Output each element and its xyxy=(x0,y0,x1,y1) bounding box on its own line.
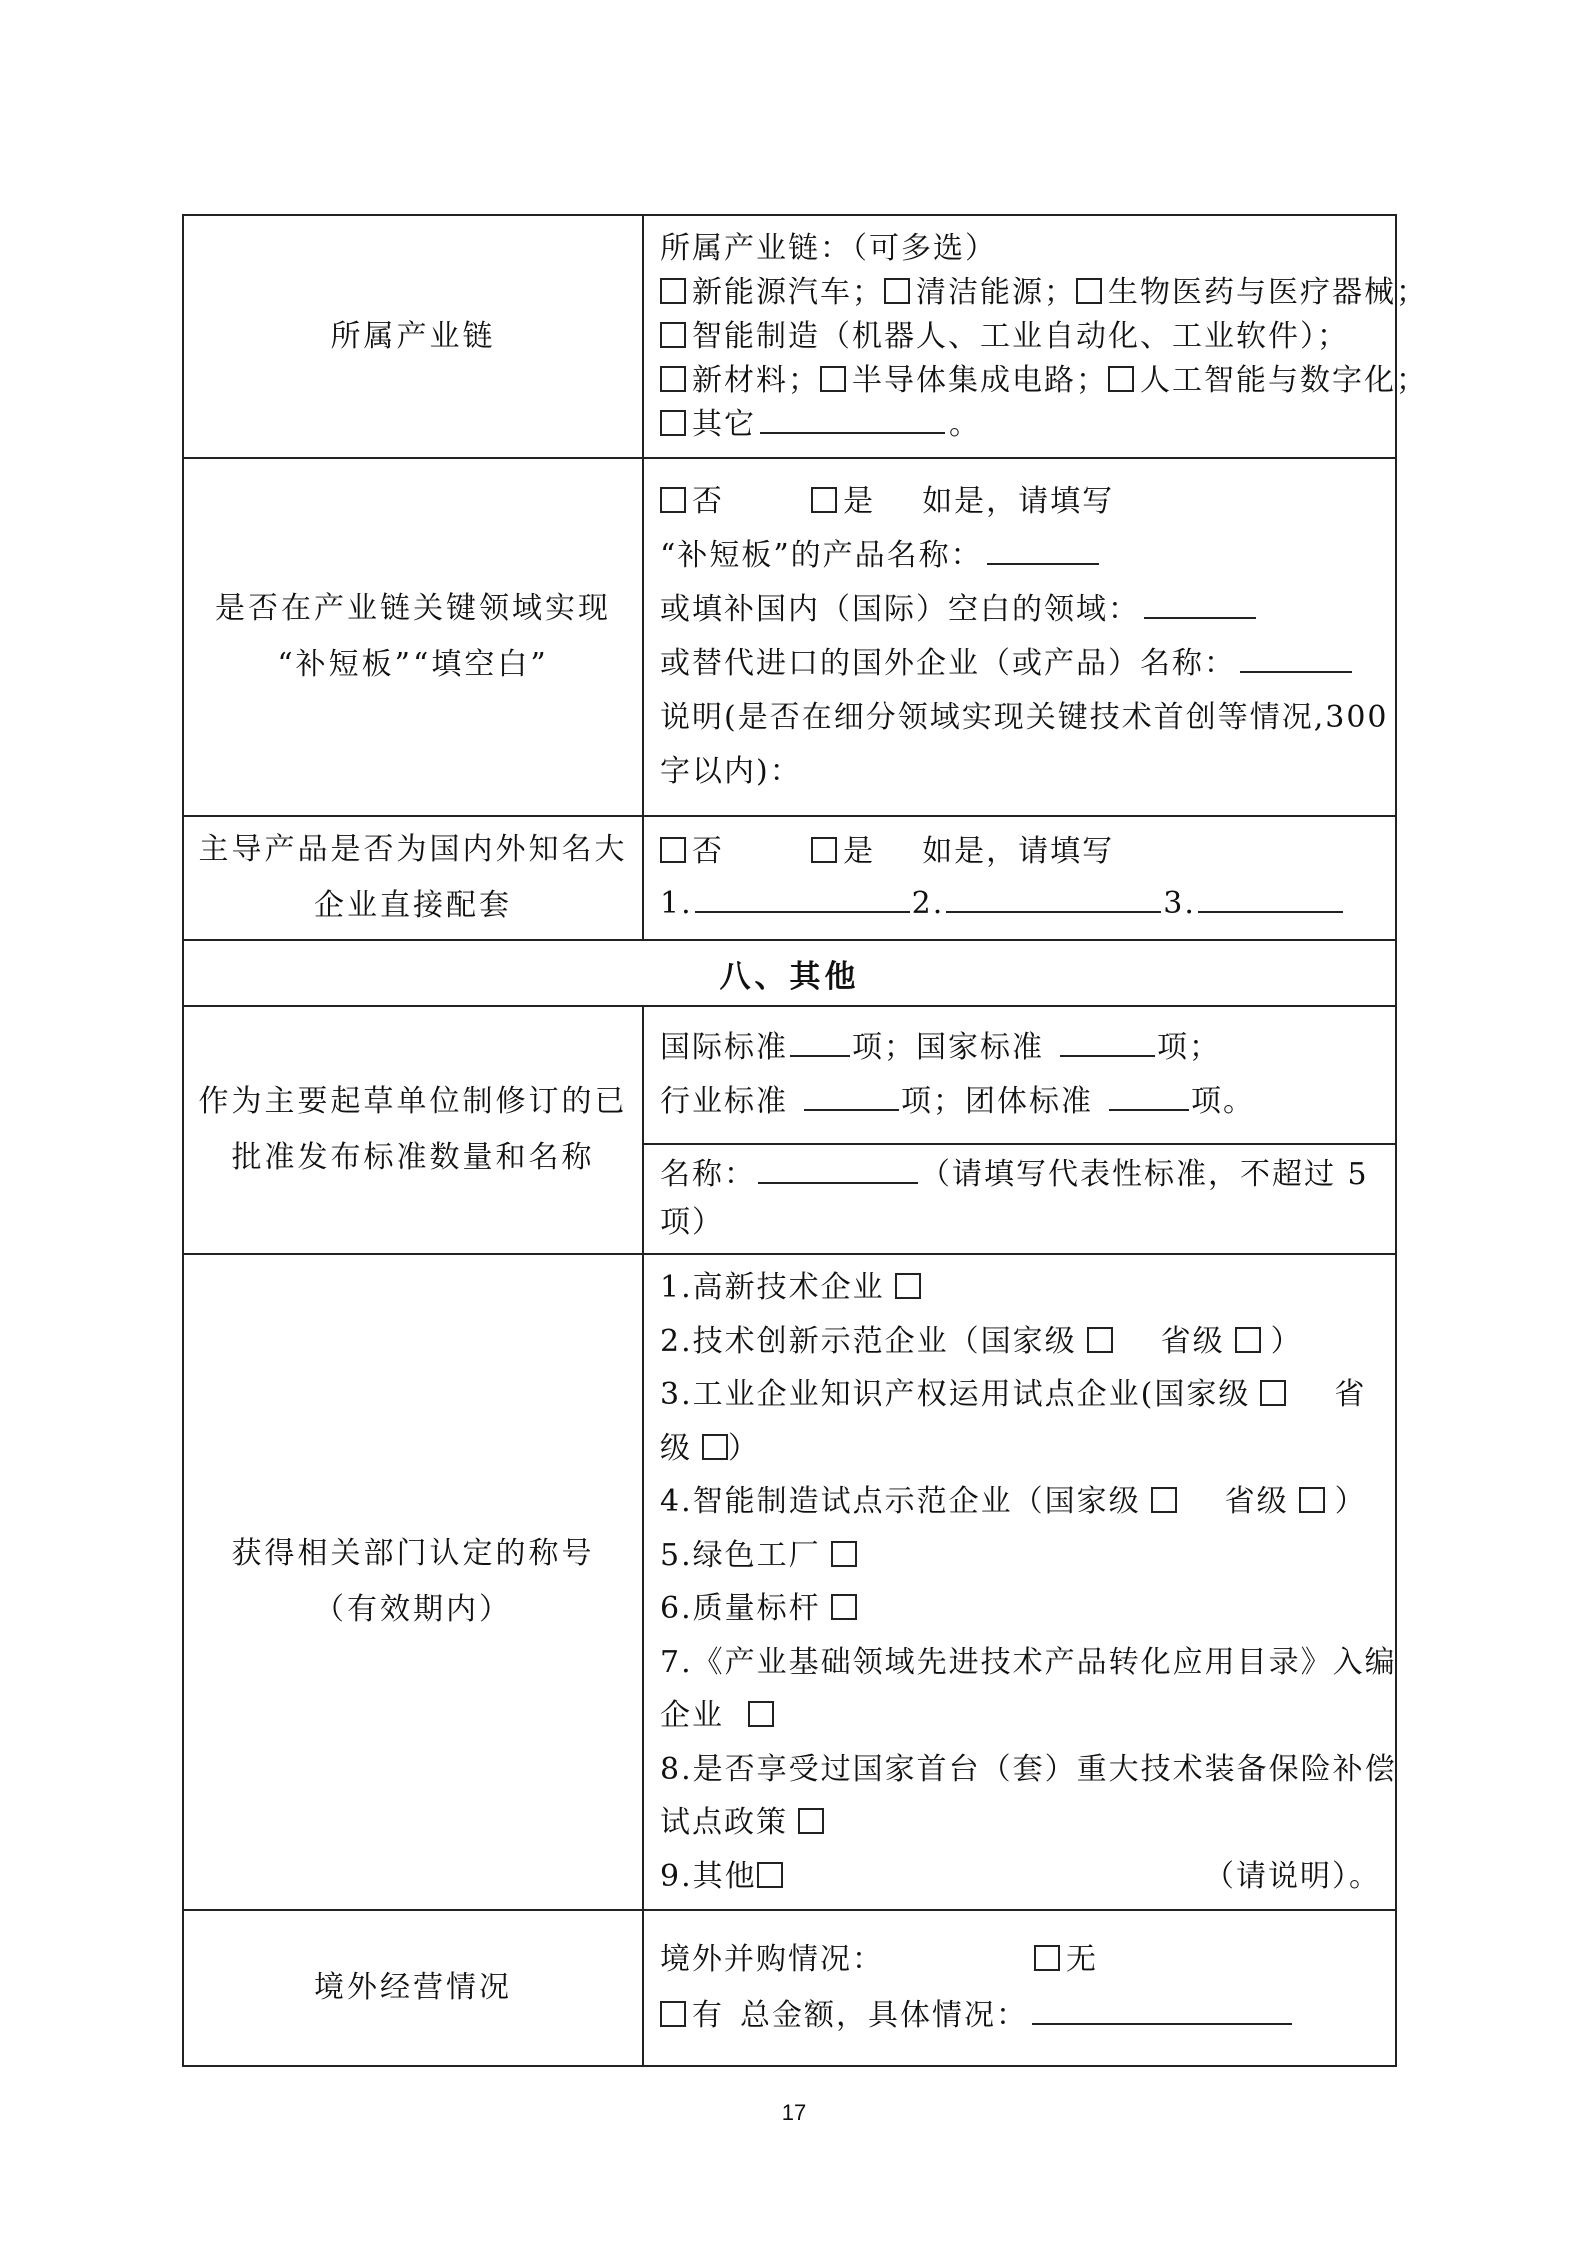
label-supply-match xyxy=(183,816,643,940)
row-industry-chain xyxy=(183,215,1396,458)
gap-replace-import-label: 或替代进口的国外企业（或产品）名称： xyxy=(660,646,1236,681)
opt-clean-energy: 清洁能源； xyxy=(916,274,1076,310)
application-form-table xyxy=(182,214,1428,2067)
gap-product-name-label: “补短板”的产品名称： xyxy=(660,538,983,573)
row-standards-count xyxy=(183,1006,1396,1144)
honor-item-4b: 省级 xyxy=(1224,1484,1289,1519)
label-overseas: 境外经营情况 xyxy=(183,1910,643,2066)
opt-new-materials: 新材料； xyxy=(692,362,820,398)
section-heading-other: 八、其他 xyxy=(183,940,1396,1006)
industry-chain-title: 所属产业链：（可多选） xyxy=(660,230,997,266)
industry-chain-options xyxy=(643,215,1428,458)
standard-name-note2: 项） xyxy=(660,1205,724,1240)
page-number: 17 xyxy=(781,2100,807,2125)
honor-item-2b: 省级 xyxy=(1160,1323,1225,1359)
checkbox-supply-no[interactable] xyxy=(660,837,686,863)
supply-item1-label: 1. xyxy=(660,886,693,921)
opt-other: 其它 xyxy=(692,406,756,442)
gap-domain-blank[interactable] xyxy=(1144,589,1256,619)
standard-name-note1: （请填写代表性标准，不超过 5 xyxy=(920,1157,1369,1192)
gap-product-name-blank[interactable] xyxy=(987,535,1099,565)
supply-item2-blank[interactable] xyxy=(946,883,1161,913)
checkbox-ai-digital[interactable] xyxy=(1108,366,1134,392)
standard-name-blank[interactable] xyxy=(758,1154,918,1184)
gap-explain-line1: 说明(是否在细分领域实现关键技术首创等情况,300 xyxy=(660,700,1389,735)
label-standards-line1: 作为主要起草单位制修订的已 xyxy=(198,1084,628,1119)
honor-item-7b: 企业 xyxy=(660,1698,724,1733)
checkbox-green-factory[interactable] xyxy=(831,1541,857,1567)
checkbox-high-tech[interactable] xyxy=(895,1273,921,1299)
honor-item-4a: 4.智能制造试点示范企业（国家级 xyxy=(660,1484,1141,1519)
group-standard-label: 团体标准 xyxy=(965,1084,1093,1119)
national-standard-label: 国家标准 xyxy=(916,1030,1044,1065)
checkbox-ip-provincial[interactable] xyxy=(702,1434,728,1460)
opt-other-end: 。 xyxy=(949,406,981,442)
intl-standard-blank[interactable] xyxy=(790,1027,850,1057)
checkbox-catalog-enterprise[interactable] xyxy=(748,1701,774,1727)
checkbox-smart-national[interactable] xyxy=(1151,1487,1177,1513)
honor-item-3a: 3.工业企业知识产权运用试点企业(国家级 xyxy=(660,1377,1251,1412)
honor-item-2a: 2.技术创新示范企业（国家级 xyxy=(660,1323,1077,1359)
supply-no-label: 否 xyxy=(692,834,724,869)
gap-yes-note: 如是，请填写 xyxy=(922,484,1115,519)
honor-item-6: 6.质量标杆 xyxy=(660,1591,821,1626)
row-overseas xyxy=(183,1910,1396,2066)
gap-explain-line2: 字以内)： xyxy=(660,754,802,789)
intl-standard-unit: 项； xyxy=(852,1030,916,1065)
supply-yes-note: 如是，请填写 xyxy=(922,834,1115,869)
checkbox-first-set-insurance[interactable] xyxy=(798,1808,824,1834)
national-standard-unit: 项； xyxy=(1157,1030,1221,1065)
label-gap-filling xyxy=(183,458,643,816)
label-honor-line2: （有效期内） xyxy=(314,1592,512,1627)
row-supply-match xyxy=(183,816,1396,940)
opt-new-energy-vehicle: 新能源汽车； xyxy=(692,274,884,310)
checkbox-quality-benchmark[interactable] xyxy=(831,1594,857,1620)
honor-item-8b: 试点政策 xyxy=(660,1805,788,1840)
group-standard-unit: 项。 xyxy=(1191,1084,1255,1119)
honor-titles-content xyxy=(643,1254,1396,1910)
overseas-ma-label: 境外并购情况： xyxy=(660,1942,884,1977)
opt-semiconductor: 半导体集成电路； xyxy=(852,362,1108,398)
checkbox-new-energy-vehicle[interactable] xyxy=(660,278,686,304)
honor-item-9b: （请说明）。 xyxy=(1204,1858,1381,1894)
row-section-other xyxy=(183,940,1396,1006)
honor-item-3c: 级 xyxy=(660,1430,692,1466)
national-standard-blank[interactable] xyxy=(1060,1027,1155,1057)
group-standard-blank[interactable] xyxy=(1109,1081,1189,1111)
overseas-total-label: 总金额，具体情况： xyxy=(740,1998,1028,2033)
checkbox-innovation-provincial[interactable] xyxy=(1235,1327,1261,1353)
opt-biomedicine: 生物医药与医疗器械； xyxy=(1108,274,1428,310)
checkbox-new-materials[interactable] xyxy=(660,366,686,392)
other-chain-blank[interactable] xyxy=(760,404,945,434)
supply-yes-label: 是 xyxy=(843,834,876,869)
label-standards-line2: 批准发布标准数量和名称 xyxy=(231,1140,595,1175)
label-supply-line1: 主导产品是否为国内外知名大 xyxy=(198,832,628,867)
honor-item-5: 5.绿色工厂 xyxy=(660,1537,821,1573)
standards-name-content xyxy=(643,1144,1396,1254)
label-honor-titles xyxy=(183,1254,643,1910)
label-industry-chain: 所属产业链 xyxy=(183,215,643,458)
gap-yes-label: 是 xyxy=(843,484,876,519)
gap-filling-content xyxy=(643,458,1396,816)
checkbox-semiconductor[interactable] xyxy=(820,366,846,392)
checkbox-gap-yes[interactable] xyxy=(811,487,837,513)
checkbox-overseas-none[interactable] xyxy=(1034,1945,1060,1971)
standard-name-label: 名称： xyxy=(660,1157,756,1192)
honor-item-1: 1.高新技术企业 xyxy=(660,1270,885,1305)
checkbox-supply-yes[interactable] xyxy=(811,837,837,863)
gap-domain-label: 或填补国内（国际）空白的领域： xyxy=(660,592,1140,627)
label-gap-filling-line2: “补短板”“填空白” xyxy=(277,647,549,682)
checkbox-smart-provincial[interactable] xyxy=(1299,1487,1325,1513)
checkbox-overseas-has[interactable] xyxy=(660,2001,686,2027)
opt-ai-digital: 人工智能与数字化； xyxy=(1140,362,1428,398)
label-standards xyxy=(183,1006,643,1254)
honor-item-9a: 9.其他 xyxy=(660,1858,757,1894)
row-gap-filling xyxy=(183,458,1396,816)
honor-item-3d: ） xyxy=(728,1430,760,1466)
honor-item-3b: 省 xyxy=(1334,1377,1367,1412)
supply-match-content xyxy=(643,816,1396,940)
checkbox-smart-manufacturing[interactable] xyxy=(660,322,686,348)
checkbox-innovation-national[interactable] xyxy=(1087,1327,1113,1353)
row-honor-titles xyxy=(183,1254,1396,1910)
industry-standard-blank[interactable] xyxy=(804,1081,899,1111)
supply-item2-label: 2. xyxy=(911,886,945,921)
checkbox-other[interactable] xyxy=(660,410,686,436)
honor-item-2c: ） xyxy=(1270,1323,1303,1359)
overseas-has-label: 有 xyxy=(692,1998,724,2033)
checkbox-clean-energy[interactable] xyxy=(884,278,910,304)
label-honor-line1: 获得相关部门认定的称号 xyxy=(231,1536,595,1571)
overseas-detail-blank[interactable] xyxy=(1032,1995,1292,2025)
honor-item-4c: ） xyxy=(1334,1484,1367,1519)
industry-standard-unit: 项； xyxy=(901,1084,965,1119)
intl-standard-label: 国际标准 xyxy=(660,1030,788,1065)
label-supply-line2: 企业直接配套 xyxy=(314,888,512,923)
gap-no-label: 否 xyxy=(692,484,724,519)
overseas-none-label: 无 xyxy=(1066,1942,1098,1977)
supply-item3-label: 3. xyxy=(1163,886,1196,921)
supply-item3-blank[interactable] xyxy=(1198,883,1343,913)
supply-item1-blank[interactable] xyxy=(695,883,910,913)
standards-count-content xyxy=(643,1006,1396,1144)
honor-item-7a: 7.《产业基础领域先进技术产品转化应用目录》入编 xyxy=(660,1644,1397,1680)
industry-standard-label: 行业标准 xyxy=(660,1084,788,1119)
checkbox-other-title[interactable] xyxy=(757,1862,783,1888)
checkbox-biomedicine[interactable] xyxy=(1076,278,1102,304)
honor-item-8a: 8.是否享受过国家首台（套）重大技术装备保险补偿 xyxy=(660,1751,1397,1787)
checkbox-gap-no[interactable] xyxy=(660,487,686,513)
label-gap-filling-line1: 是否在产业链关键领域实现 xyxy=(215,591,611,626)
opt-smart-manufacturing: 智能制造（机器人、工业自动化、工业软件）； xyxy=(692,318,1349,354)
checkbox-ip-national[interactable] xyxy=(1260,1380,1286,1406)
gap-replace-import-blank[interactable] xyxy=(1240,643,1352,673)
overseas-content xyxy=(643,1910,1396,2066)
